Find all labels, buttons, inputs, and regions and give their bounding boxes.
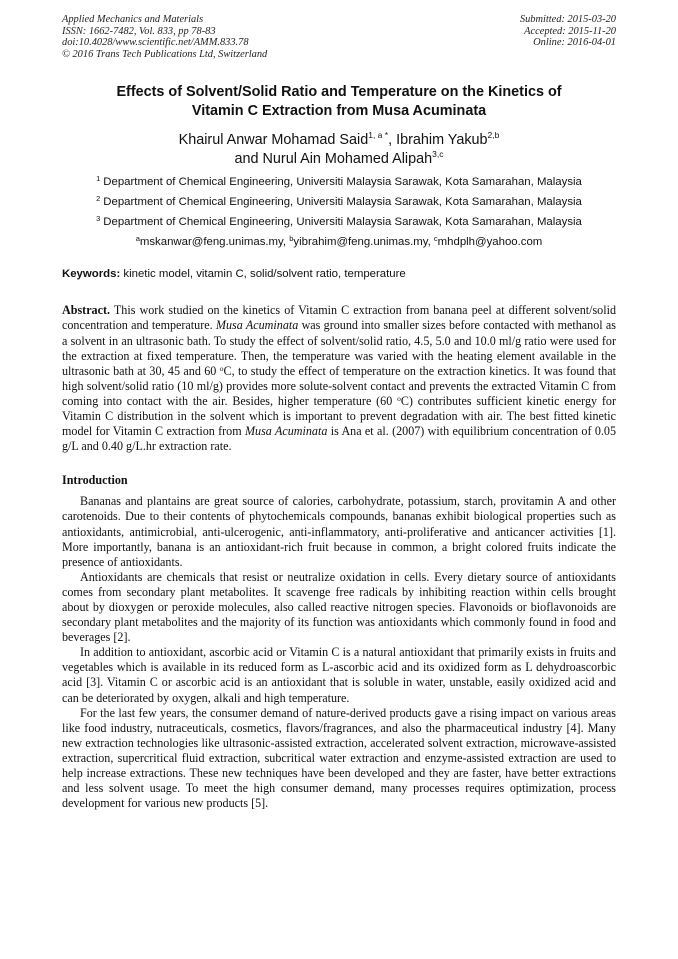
affiliation-3-text: Department of Chemical Engineering, Universiti Malaysia Sarawak, Kota Samarahan, Malaysia: [103, 216, 582, 229]
author-3-name: and Nurul Ain Mohamed Alipah: [234, 150, 433, 167]
affiliation-3-num: 3: [96, 214, 101, 224]
keywords-text: kinetic model, vitamin C, solid/solvent ratio, temperature: [120, 268, 406, 281]
journal-header: [62, 14, 616, 60]
author-emails: [62, 236, 616, 249]
affiliation-2-text: Department of Chemical Engineering, Universiti Malaysia Sarawak, Kota Samarahan, Malaysia: [103, 196, 582, 209]
degree-sup-2: o: [397, 393, 401, 403]
keywords-label: Keywords:: [62, 268, 121, 281]
abstract-part-2: was ground into smaller sizes before contacted with methanol as a solvent in an ultrasonic bath. To study the effect of solvent/solid ratio, 4.5, 5.0 and 10.0 ml/g ratio were used for the extraction at fixed temperature. Then, the temperature was varied with the heating element available in the ultrasonic bath at 30, 45 and 60: [62, 318, 616, 378]
email-b: yibrahim@feng.unimas.my,: [293, 236, 434, 249]
submitted-date: Submitted: 2015-03-20: [519, 14, 616, 25]
title-line-2: Vitamin C Extraction from Musa Acuminata: [191, 103, 487, 120]
affiliation-1-num: 1: [96, 174, 101, 184]
paper-title: [62, 83, 616, 121]
affiliation-1: [62, 176, 616, 189]
author-1-sup: 1, a *: [368, 130, 389, 141]
email-c-sup: c: [433, 234, 438, 244]
abstract: [62, 303, 616, 454]
affiliation-2: [62, 196, 616, 209]
title-line-1: Effects of Solvent/Solid Ratio and Temperature on the Kinetics of: [116, 84, 562, 101]
email-b-sup: b: [289, 234, 294, 244]
intro-paragraph-1: Bananas and plantains are great source of calories, carbohydrate, potassium, starch, provitamin A and other carotenoids. Due to their contents of phytochemicals compounds, bananas exhibit biological properties such as antioxidants, antimicrobial, anti-ulcerogenic, anti-inflammatory, anti-proliferative and anticancer activities [1]. More importantly, banana is an antioxidant-rich fruit because in common, a bright colored fruits indicate the presence of antioxidants.: [62, 494, 616, 569]
abstract-part-1: This work studied on the kinetics of Vitamin C extraction from banana peel at different solvent/solid concentration and temperature.: [62, 303, 616, 333]
accepted-date: Accepted: 2015-11-20: [524, 25, 616, 37]
email-c: mhdplh@yahoo.com: [437, 236, 543, 249]
issn-line: ISSN: 1662-7482, Vol. 833, pp 78-83: [62, 25, 216, 37]
author-list: [62, 131, 616, 168]
introduction-heading: Introduction: [62, 473, 128, 488]
affiliations: [62, 176, 616, 249]
abstract-part-4: C) contributes sufficient kinetic energy for Vitamin C distribution in the solvent which is important to prevent degradation with air. The best fitted kinetic model for Vitamin C extraction from: [62, 393, 616, 439]
author-3-sup: 3,c: [432, 148, 444, 159]
author-line-1: [62, 131, 616, 150]
affiliation-2-num: 2: [96, 194, 101, 204]
abstract-species-1: Musa Acuminata: [215, 318, 299, 333]
degree-sup-1: o: [219, 363, 224, 373]
email-a: mskanwar@feng.unimas.my,: [139, 236, 290, 249]
author-line-2: [62, 150, 616, 169]
introduction-body: [62, 494, 616, 811]
online-date: Online: 2016-04-01: [533, 37, 616, 49]
dates-info: [520, 14, 616, 60]
intro-paragraph-2: Antioxidants are chemicals that resist or neutralize oxidation in cells. Every dietary source of antioxidants comes from secondary plant metabolites. It scavenge free radicals by inhibiting reaction within cells brought about by dioxygen or peroxide molecules, also called reactive nitrogen species. Flavonoids or bioflavonoids are secondary plant metabolites and the majority of its function was antioxidants which commonly found in food and beverages [2].: [62, 569, 616, 645]
doi-line: doi:10.4028/www.scientific.net/AMM.833.78: [62, 37, 249, 49]
abstract-part-3: C, to study the effect of temperature on the extraction kinetics. It was found that high solvent/solid ratio (10 ml/g) provides more solute-solvent contact and prevents the extracted Vitamin C from coming into contact with the air. Besides, higher temperature (60: [62, 363, 616, 408]
author-1-name: Khairul Anwar Mohamad Said: [178, 132, 369, 149]
intro-paragraph-3: In addition to antioxidant, ascorbic acid or Vitamin C is a natural antioxidant that primarily exists in fruits and vegetables which is available in its reduced form as L-ascorbic acid and its oxidized form as L dehydroascorbic acid [3]. Vitamin C or ascorbic acid is an antioxidant that is soluble in water, unstable, easily oxidized acid and can be deteriorated by oxygen, alkali and high temperature.: [62, 645, 616, 705]
copyright-line: © 2016 Trans Tech Publications Ltd, Switzerland: [62, 48, 268, 60]
intro-paragraph-4: For the last few years, the consumer demand of nature-derived products gave a rising impact on various areas like food industry, nutraceuticals, cosmetics, flavors/fragrances, and also the pharmaceutical industry [4]. Many new extraction technologies like ultrasonic-assisted extraction, accelerated solvent extraction, microwave-assisted extraction, supercritical fluid extraction, subcritical water extraction and enzyme-assisted extraction are used to help increase extractions. These new techniques have been developed and they are faster, have better extractions and less solvent usage. To meet the high consumer demand, many processes requires optimization, process development for various new products [5].: [62, 705, 616, 811]
journal-name: Applied Mechanics and Materials: [62, 14, 204, 25]
abstract-species-2: Musa Acuminata: [244, 424, 328, 439]
author-2-sup: 2,b: [487, 130, 500, 141]
abstract-label: Abstract.: [62, 303, 111, 318]
author-2-name: , Ibrahim Yakub: [388, 132, 488, 149]
abstract-part-5: is Ana et al. (2007) with equilibrium concentration of 0.05 g/L and 0.40 g/L.hr extraction rate.: [62, 424, 617, 454]
journal-info: [62, 14, 267, 60]
keywords: [62, 267, 616, 281]
affiliation-3: [62, 216, 616, 229]
affiliation-1-text: Department of Chemical Engineering, Universiti Malaysia Sarawak, Kota Samarahan, Malaysia: [103, 176, 582, 189]
email-a-sup: a: [135, 234, 140, 244]
